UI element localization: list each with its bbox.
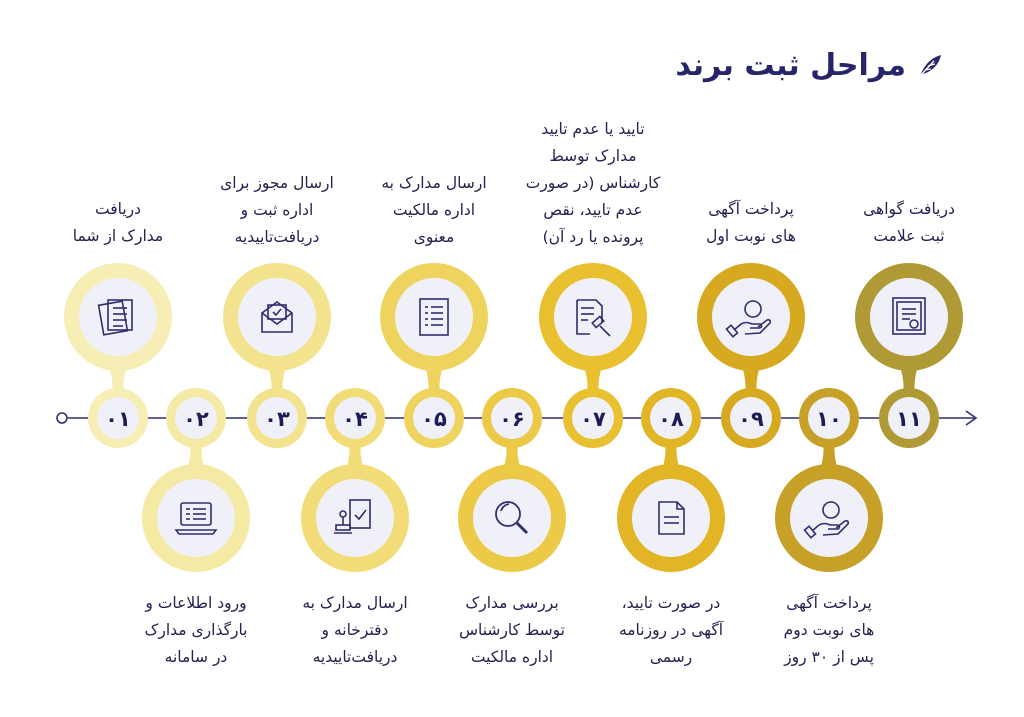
step-07-number: ۰۷: [580, 407, 606, 431]
step-02-number: ۰۲: [183, 407, 209, 431]
step-05-caption: ارسال مدارک به اداره مالکیت معنوی: [381, 174, 487, 246]
step-07-caption: تایید یا عدم تایید مدارک توسط کارشناس (در صورت عدم تایید، نقص پرونده یا رد آن): [525, 120, 661, 246]
step-03-caption: ارسال مجوز برای اداره ثبت و دریافت‌تاییدیه: [220, 174, 334, 246]
step-08-caption: در صورت تایید، آگهی در روزنامه رسمی: [618, 594, 724, 666]
step-01-caption: دریافت مدارک از شما: [72, 200, 164, 245]
step-09-number: ۰۹: [738, 407, 764, 431]
step-05-icon-circle: [380, 263, 488, 371]
step-06-icon-circle: [458, 464, 566, 572]
step-05-number: ۰۵: [421, 407, 447, 431]
step-01-number: ۰۱: [105, 407, 131, 431]
step-03-number-badge: [247, 388, 307, 448]
step-11-icon-circle: [855, 263, 963, 371]
step-09-number-badge: [721, 388, 781, 448]
step-04-number: ۰۴: [342, 407, 368, 431]
step-06-number: ۰۶: [499, 407, 525, 431]
step-05-number-badge: [404, 388, 464, 448]
step-11-number: ۱۱: [896, 407, 922, 431]
step-03-icon-circle: [223, 263, 331, 371]
step-07-number-badge: [563, 388, 623, 448]
step-04-caption: ارسال مدارک به دفترخانه و دریافت‌تاییدیه: [302, 594, 408, 666]
step-11-caption: دریافت گواهی ثبت علامت: [863, 200, 955, 245]
step-09-icon-circle: [697, 263, 805, 371]
timeline-start-dot: [57, 413, 67, 423]
step-10-caption: پرداخت آگهی های نوبت دوم پس از ۳۰ روز: [783, 594, 875, 666]
step-09-caption: پرداخت آگهی های نوبت اول: [706, 200, 796, 245]
step-10-number-badge: [799, 388, 859, 448]
step-04-number-badge: [325, 388, 385, 448]
step-02-caption: ورود اطلاعات و بارگذاری مدارک در سامانه: [144, 594, 248, 666]
step-08-number-badge: [641, 388, 701, 448]
step-02-icon-circle: [142, 464, 250, 572]
step-03-number: ۰۳: [264, 407, 290, 431]
step-01-number-badge: [88, 388, 148, 448]
step-06-number-badge: [482, 388, 542, 448]
step-08-icon-circle: [617, 464, 725, 572]
step-11-number-badge: [879, 388, 939, 448]
step-02-number-badge: [166, 388, 226, 448]
step-07-icon-circle: [539, 263, 647, 371]
step-01-icon-circle: [64, 263, 172, 371]
title-text: مراحل ثبت برند: [675, 48, 906, 83]
step-10-icon-circle: [775, 464, 883, 572]
step-06-caption: بررسی مدارک توسط کارشناس اداره مالکیت: [459, 594, 565, 666]
step-08-number: ۰۸: [658, 407, 684, 431]
step-04-icon-circle: [301, 464, 409, 572]
step-10-number: ۱۰: [816, 407, 842, 431]
